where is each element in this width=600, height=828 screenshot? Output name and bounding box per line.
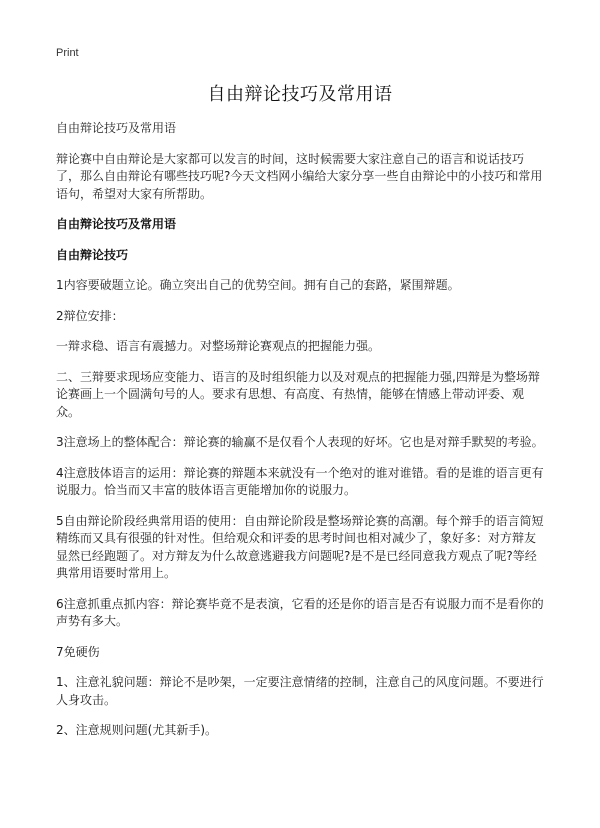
paragraph: 1、注意礼貌问题：辩论不是吵架，一定要注意情绪的控制，注意自己的风度问题。不要进行人身攻击。	[56, 675, 544, 707]
paragraph: 2辩位安排：	[56, 308, 124, 323]
print-link[interactable]: Print	[56, 47, 79, 59]
paragraph: 2、注意规则问题(尤其新手)。	[56, 723, 217, 737]
document-body	[56, 120, 546, 753]
section-heading: 自由辩论技巧	[56, 247, 129, 262]
paragraph: 3注意场上的整体配合：辩论赛的输赢不是仅看个人表现的好坏。它也是对辩手默契的考验。	[56, 435, 544, 449]
paragraph: 6注意抓重点抓内容：辩论赛毕竟不是表演，它看的还是你的语言是否有说服力而不是看你的声势有多大。	[56, 596, 544, 628]
paragraph: 7免硬伤	[56, 644, 100, 659]
paragraph: 一辩求稳、语言有震撼力。对整场辩论赛观点的把握能力强。	[56, 339, 381, 353]
paragraph: 5自由辩论阶段经典常用语的使用：自由辩论阶段是整场辩论赛的高潮。每个辩手的语言简短精练而又具有很强的针对性。但给观众和评委的思考时间也相对减少了，象好多：对方辩友显然已经跑题了。对方辩友为什么故意逃避我方问题呢?是不是已经同意我方观点了呢?等经典常用语要时常用上。	[56, 513, 544, 580]
paragraph: 辩论赛中自由辩论是大家都可以发言的时间，这时候需要大家注意自己的语言和说话技巧了，那么自由辩论有哪些技巧呢?今天文档网小编给大家分享一些自由辩论中的小技巧和常用语句，希望对大家有所帮助。	[56, 151, 543, 201]
page-title: 自由辩论技巧及常用语	[207, 84, 393, 105]
paragraph: 1内容要破题立论。确立突出自己的优势空间。拥有自己的套路，紧围辩题。	[56, 278, 460, 292]
paragraph: 4注意肢体语言的运用：辩论赛的辩题本来就没有一个绝对的谁对谁错。看的是谁的语言更有说服力。恰当而又丰富的肢体语言更能增加你的说服力。	[56, 465, 544, 497]
section-heading: 自由辩论技巧及常用语	[56, 217, 177, 231]
paragraph: 二、三辩要求现场应变能力、语言的及时组织能力以及对观点的把握能力强,四辩是为整场辩论赛画上一个圆满句号的人。要求有思想、有高度、有热情，能够在情感上带动评委、观众。	[56, 369, 540, 419]
paragraph: 自由辩论技巧及常用语	[56, 121, 177, 135]
